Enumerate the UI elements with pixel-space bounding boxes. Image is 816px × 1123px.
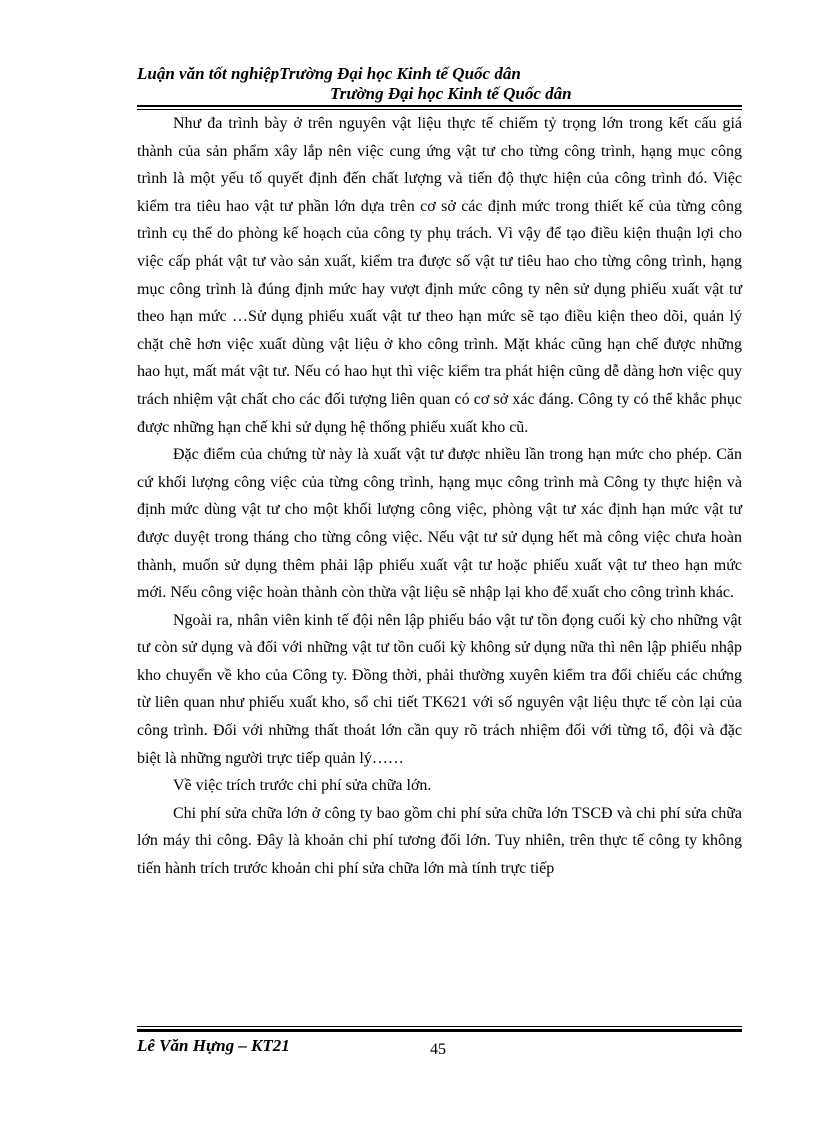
footer-rule-thick [137,1029,742,1032]
page-number: 45 [430,1041,446,1058]
header-title-line1: Luận văn tốt nghiệpTrường Đại học Kinh tế Quốc dân [137,64,521,83]
footer-rule-thin [137,1026,742,1027]
page-header [137,64,742,104]
footer-author: Lê Văn Hựng – KT21 [137,1036,290,1055]
paragraph-5: Chi phí sửa chữa lớn ở công ty bao gồm chi phí sửa chữa lớn TSCĐ và chi phí sửa chữa lớn máy thi công. Đây là khoản chi phí tương đối lớn. Tuy nhiên, trên thực tế công ty không tiến hành trích trước khoản chi phí sửa chữa lớn mà tính trực tiếp [137,804,742,878]
header-rule-thick [137,105,742,107]
document-body [137,110,742,883]
paragraph-4-heading: Về việc trích trước chi phí sửa chữa lớn. [173,777,432,795]
paragraph-2: Đặc điểm của chứng từ này là xuất vật tư được nhiều lần trong hạn mức cho phép. Căn cứ khối lượng công việc của từng công trình, hạng mục công trình mà Công ty thực hiện và định mức dùng vật tư cho một khối lượng công việc, phòng vật tư xác định hạn mức vật tư được duyệt trong tháng cho từng công việc. Nếu vật tư sử dụng hết mà công việc chưa hoàn thành, muốn sử dụng thêm phải lập phiếu xuất vật tư hoặc phiếu xuất vật tư theo hạn mức mới. Nếu công việc hoàn thành còn thừa vật liệu sẽ nhập lại kho để xuất cho công trình khác. [137,446,742,602]
paragraph-3: Ngoài ra, nhân viên kinh tế đội nên lập phiếu báo vật tư tồn đọng cuối kỳ cho những vật tư còn sử dụng và đối với những vật tư tồn cuối kỳ không sử dụng nữa thì nên lập phiếu nhập kho chuyển về kho của Công ty. Đồng thời, phải thường xuyên kiểm tra đối chiếu các chứng từ liên quan như phiếu xuất kho, sổ chi tiết TK621 với số nguyên vật liệu thực tế còn lại của công trình. Đối với những thất thoát lớn cần quy rõ trách nhiệm đối với từng tổ, đội và đặc biệt là những người trực tiếp quản lý…… [137,611,742,767]
header-title-line2: Trường Đại học Kinh tế Quốc dân [330,84,572,103]
paragraph-1: Như đa trình bày ở trên nguyên vật liệu thực tế chiếm tỷ trọng lớn trong kết cấu giá thành của sản phẩm xây lắp nên việc cung ứng vật tư cho từng công trình, hạng mục công trình là một yếu tố quyết định đến chất lượng và tiến độ thực hiện của công trình đó. Việc kiểm tra tiêu hao vật tư phần lớn dựa trên cơ sở các định mức trong thiết kế của từng công trình cụ thể do phòng kế hoạch của công ty phụ trách. Vì vậy để tạo điều kiện thuận lợi cho việc cấp phát vật tư vào sản xuất, kiểm tra được số vật tư tiêu hao cho từng công trình, hạng mục công trình là đúng định mức hay vượt định mức công ty nên sử dụng phiếu xuất vật tư theo hạn mức …Sử dụng phiếu xuất vật tư theo hạn mức sẽ tạo điều kiện theo dõi, quản lý chặt chẽ hơn việc xuất dùng vật liệu ở kho công trình. Mặt khác cũng hạn chế được những hao hụt, mất mát vật tư. Nếu có hao hụt thì việc kiểm tra phát hiện cũng dễ dàng hơn việc quy trách nhiệm vật chất cho các đối tượng liên quan có cơ sở xác đáng. Công ty có thể khắc phục được những hạn chế khi sử dụng hệ thống phiếu xuất kho cũ. [137,115,742,436]
